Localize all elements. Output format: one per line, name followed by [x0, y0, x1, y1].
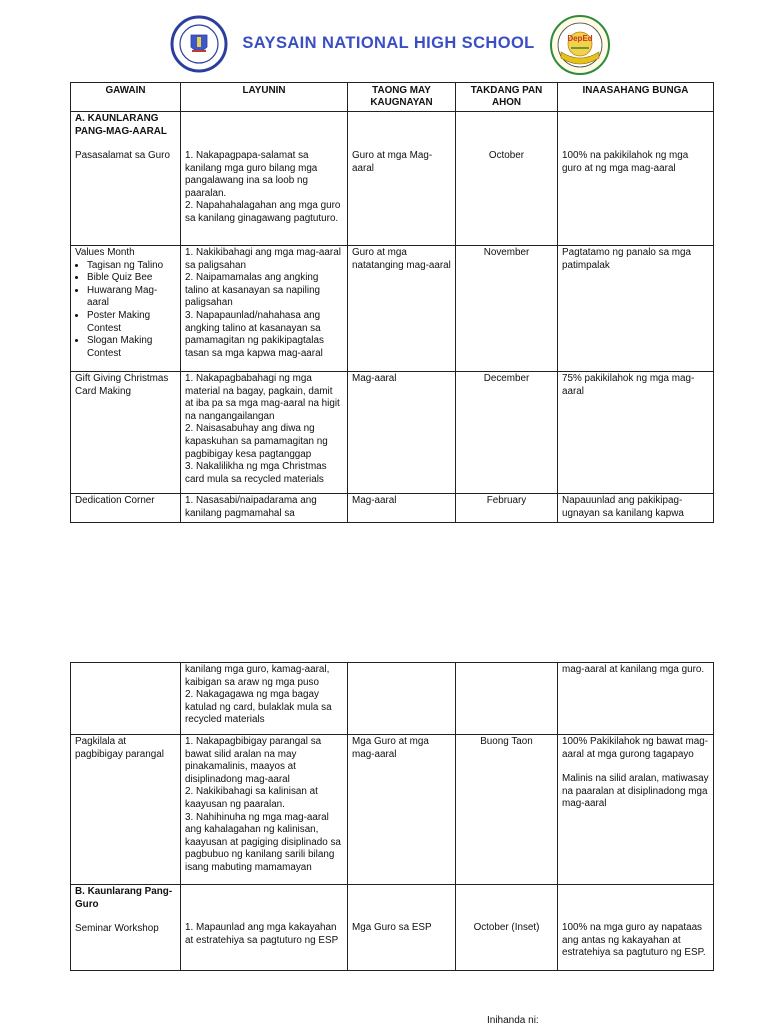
header-bunga: INAASAHANG BUNGA — [558, 83, 714, 112]
cell-bunga — [558, 494, 714, 523]
cell-taong — [348, 112, 456, 246]
cell-bunga — [558, 663, 714, 735]
cell-taong — [348, 663, 456, 735]
cell-bunga-text: 100% Pakikilahok ng bawat mag-aaral at mga gurong tagapayo — [562, 736, 709, 760]
cell-taong-text: Mga Guro at mga mag-aaral — [352, 736, 429, 760]
cell-taong — [348, 494, 456, 523]
section-a-title: A. KAUNLARANG PANG-MAG-AARAL — [75, 113, 167, 137]
cell-bunga-text: 75% pakikilahok ng mga mag-aaral — [562, 373, 695, 397]
cell-bunga-text: Napauunlad ang pakikipag-ugnayan sa kanilang kapwa — [562, 495, 684, 519]
cell-bunga-text: mag-aaral at kanilang mga guro. — [562, 664, 705, 675]
activity-table-page2 — [70, 662, 714, 971]
cell-gawain — [71, 494, 181, 523]
cell-takdang — [456, 885, 558, 971]
list-item: • Slogan Making Contest — [87, 335, 176, 360]
cell-bunga — [558, 246, 714, 372]
table-row — [71, 494, 714, 523]
cell-gawain — [71, 663, 181, 735]
cell-gawain — [71, 246, 181, 372]
cell-bunga — [558, 885, 714, 971]
cell-taong — [348, 885, 456, 971]
cell-bunga-text: 100% na mga guro ay napataas ang antas ng kakayahan at estratehiya sa pagtuturo ng ESP. — [562, 922, 706, 959]
header-takdang: TAKDANG PAN AHON — [456, 83, 558, 112]
table-row — [71, 112, 714, 246]
cell-layunin-text: kanilang mga guro, kamag-aaral, kaibigan sa araw ng mga puso 2. Nakagagawa ng mga bagay katulad ng card, bulaklak mula sa recycled materials — [185, 664, 332, 726]
cell-takdang-text: December — [483, 373, 530, 384]
deped-seal-right — [549, 14, 611, 76]
table-row — [71, 735, 714, 885]
cell-taong-text: Mga Guro sa ESP — [352, 922, 432, 933]
cell-layunin — [181, 246, 348, 372]
list-item: • Tagisan ng Talino — [87, 260, 176, 273]
activity-table-page1 — [70, 82, 714, 523]
table-row — [71, 885, 714, 971]
table-header-row — [71, 83, 714, 112]
cell-layunin — [181, 112, 348, 246]
cell-bunga — [558, 735, 714, 885]
cell-gawain-text: Pagkilala at pagbibigay parangal — [75, 736, 164, 760]
cell-takdang — [456, 663, 558, 735]
cell-bunga-text: Pagtatamo ng panalo sa mga patimpalak — [562, 247, 692, 271]
cell-takdang — [456, 494, 558, 523]
cell-taong — [348, 246, 456, 372]
values-month-list — [75, 260, 176, 361]
cell-takdang-text: February — [486, 495, 527, 506]
cell-gawain — [71, 885, 181, 971]
table-row — [71, 246, 714, 372]
list-item: • Bible Quiz Bee — [87, 272, 176, 285]
prepared-by-label: Inihanda ni: — [487, 1015, 539, 1026]
cell-taong-text: Guro at mga Mag-aaral — [352, 150, 433, 174]
school-name: SAYSAIN NATIONAL HIGH SCHOOL — [242, 34, 535, 52]
cell-bunga — [558, 112, 714, 246]
cell-takdang — [456, 246, 558, 372]
cell-bunga-text-2: Malinis na silid aralan, matiwasay na paaralan at disiplinadong mga mag-aaral — [562, 773, 709, 810]
document-header — [0, 0, 768, 80]
table-row — [71, 663, 714, 735]
list-item: • Poster Making Contest — [87, 310, 176, 335]
cell-takdang — [456, 372, 558, 494]
list-item: • Huwarang Mag-aaral — [87, 285, 176, 310]
cell-layunin-text: 1. Mapaunlad ang mga kakayahan at estratehiya sa pagtuturo ng ESP — [185, 922, 339, 946]
cell-takdang-text: November — [483, 247, 530, 258]
section-b-title: B. Kaunlarang Pang-Guro — [75, 886, 173, 910]
table-row — [71, 372, 714, 494]
cell-takdang — [456, 735, 558, 885]
cell-gawain-text: Gift Giving Christmas Card Making — [75, 373, 169, 397]
seal-right-text: DepEd — [567, 34, 593, 43]
cell-taong-text: Mag-aaral — [352, 495, 397, 506]
cell-takdang — [456, 112, 558, 246]
cell-gawain-text: Seminar Workshop — [75, 923, 159, 935]
cell-layunin — [181, 494, 348, 523]
cell-layunin-text: 1. Nakapagbibigay parangal sa bawat silid aralan na may pinakamalinis, maayos at disiplinadong mag-aaral 2. Nakikibahagi sa kalinisan at kaayusan ng paaralan. 3. Nahihinuha ng mga mag-aaral ang kahalagahan ng kalinisan, kaayusan at pagiging disiplinado sa pagbubuo ng kanilang sarili bilang isang mabuting mamamayan — [185, 736, 341, 873]
cell-bunga-text: 100% na pakikilahok ng mga guro at ng mga mag-aaral — [562, 150, 689, 174]
cell-gawain — [71, 372, 181, 494]
cell-layunin — [181, 885, 348, 971]
cell-gawain-text: Dedication Corner — [75, 495, 155, 506]
cell-taong — [348, 735, 456, 885]
cell-takdang-text: October (Inset) — [473, 922, 540, 933]
cell-taong-text: Mag-aaral — [352, 373, 397, 384]
cell-layunin-text: 1. Nakapagbabahagi ng mga material na bagay, pagkain, damit at iba pa sa mga mag-aaral na higit na nangangailangan 2. Naisasabuhay ang diwa ng kapaskuhan sa pamamagitan ng pagbibigay kesa pagtanggap 3. Nakalilikha ng mga Christmas card mula sa recycled materials — [185, 373, 340, 485]
cell-layunin — [181, 663, 348, 735]
cell-taong-text: Guro at mga natatanging mag-aaral — [352, 247, 451, 271]
cell-bunga — [558, 372, 714, 494]
cell-takdang-text: October — [488, 150, 525, 161]
cell-takdang-text: Buong Taon — [480, 736, 533, 747]
deped-seal-left — [170, 15, 228, 73]
cell-layunin — [181, 735, 348, 885]
cell-layunin — [181, 372, 348, 494]
header-taong: TAONG MAY KAUGNAYAN — [348, 83, 456, 112]
cell-gawain — [71, 112, 181, 246]
header-layunin: LAYUNIN — [181, 83, 348, 112]
header-gawain: GAWAIN — [71, 83, 181, 112]
cell-layunin-text: 1. Nakikibahagi ang mga mag-aaral sa paligsahan 2. Naipamamalas ang angking talino at kasanayan sa napiling paligsahan 3. Napapaunlad/nahahasa ang angking talino at kasanayan sa pamamagitan ng pakikipagtalas tasan sa mga kapwa mag-aaral — [185, 247, 341, 359]
cell-layunin-text: 1. Nasasabi/naipadarama ang kanilang pagmamahal sa — [185, 495, 317, 519]
cell-layunin-text: 1. Nakapagpapa-salamat sa kanilang mga guro bilang mga pangalawang ina sa loob ng paaralan. 2. Napahahalagahan ang mga guro sa kanilang ginagawang pagtuturo. — [185, 150, 341, 224]
cell-gawain-text: Values Month — [75, 247, 135, 258]
cell-gawain-text: Pasasalamat sa Guro — [75, 150, 170, 162]
cell-taong — [348, 372, 456, 494]
cell-gawain — [71, 735, 181, 885]
